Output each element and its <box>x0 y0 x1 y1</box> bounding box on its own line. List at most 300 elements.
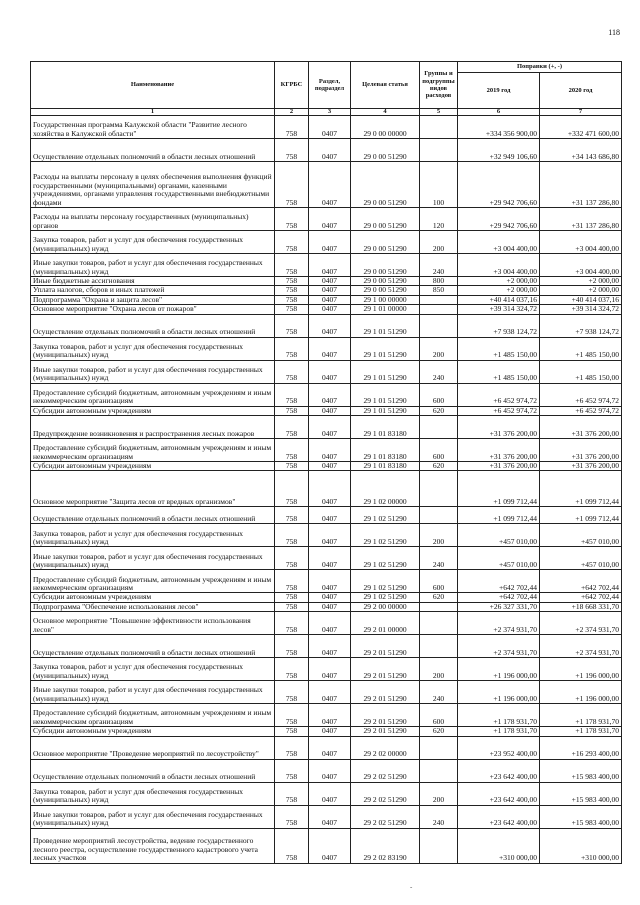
row-amount-2020: +3 004 400,00 <box>540 254 622 277</box>
row-amount-2020: +3 004 400,00 <box>540 231 622 254</box>
row-amount-2019: +29 942 706,60 <box>458 208 540 231</box>
row-target-article: 29 1 02 51290 <box>351 547 420 570</box>
row-amount-2020: +2 374 931,70 <box>540 635 622 658</box>
table-row <box>31 415 622 438</box>
row-name: Субсидии автономным учреждениям <box>31 461 275 470</box>
row-section: 0407 <box>309 759 351 782</box>
row-target-article: 29 1 01 83180 <box>351 415 420 438</box>
row-amount-2020: +31 376 200,00 <box>540 438 622 461</box>
row-expense-group: 620 <box>420 461 458 470</box>
row-amount-2020: +1 485 150,00 <box>540 337 622 360</box>
row-section: 0407 <box>309 286 351 295</box>
row-section: 0407 <box>309 231 351 254</box>
row-kgrbs: 758 <box>275 286 309 295</box>
row-amount-2019: +1 485 150,00 <box>458 337 540 360</box>
row-amount-2019: +1 099 712,44 <box>458 507 540 524</box>
row-section: 0407 <box>309 116 351 139</box>
row-name: Иные закупки товаров, работ и услуг для обеспечения государственных (муниципальных) нужд <box>31 360 275 383</box>
header-amendments: Поправки (+, -) <box>458 62 622 73</box>
row-name: Государственная программа Калужской области "Развитие лесного хозяйства в Калужской области" <box>31 116 275 139</box>
table-row <box>31 507 622 524</box>
row-name: Осуществление отдельных полномочий в области лесных отношений <box>31 139 275 162</box>
row-name: Подпрограмма "Обеспечение использования лесов" <box>31 602 275 611</box>
table-row <box>31 782 622 805</box>
row-amount-2019: +1 178 931,70 <box>458 704 540 727</box>
row-amount-2019: +2 374 931,70 <box>458 612 540 635</box>
column-number: 3 <box>309 109 351 116</box>
row-amount-2020: +310 000,00 <box>540 828 622 863</box>
row-section: 0407 <box>309 314 351 337</box>
row-kgrbs: 758 <box>275 305 309 314</box>
row-kgrbs: 758 <box>275 314 309 337</box>
table-row <box>31 406 622 415</box>
row-target-article: 29 2 01 51290 <box>351 727 420 736</box>
table-row <box>31 438 622 461</box>
row-expense-group: 600 <box>420 570 458 593</box>
row-name: Проведение мероприятий лесоустройства, ведение государственного лесного реестра, осуществление государственного кадастрового учета лесных участков <box>31 828 275 863</box>
table-row <box>31 602 622 611</box>
row-section: 0407 <box>309 602 351 611</box>
row-expense-group: 600 <box>420 383 458 406</box>
table-row <box>31 635 622 658</box>
row-amount-2019: +642 702,44 <box>458 570 540 593</box>
row-amount-2020: +31 376 200,00 <box>540 461 622 470</box>
column-number: 1 <box>31 109 275 116</box>
header-section: Раздел, подраздел <box>309 62 351 109</box>
row-amount-2019: +457 010,00 <box>458 524 540 547</box>
column-number: 4 <box>351 109 420 116</box>
row-expense-group: 240 <box>420 360 458 383</box>
row-kgrbs: 758 <box>275 658 309 681</box>
header-group: Группы и подгруппы видов расходов <box>420 62 458 109</box>
row-expense-group: 240 <box>420 547 458 570</box>
row-target-article: 29 1 01 51290 <box>351 360 420 383</box>
table-row <box>31 727 622 736</box>
row-amount-2020: +15 983 400,00 <box>540 782 622 805</box>
row-expense-group: 240 <box>420 805 458 828</box>
table-row <box>31 612 622 635</box>
row-target-article: 29 1 01 51290 <box>351 314 420 337</box>
row-amount-2019: +3 004 400,00 <box>458 254 540 277</box>
table-row <box>31 286 622 295</box>
row-name: Закупка товаров, работ и услуг для обеспечения государственных (муниципальных) нужд <box>31 658 275 681</box>
row-section: 0407 <box>309 406 351 415</box>
row-kgrbs: 758 <box>275 704 309 727</box>
row-kgrbs: 758 <box>275 415 309 438</box>
table-row <box>31 360 622 383</box>
row-amount-2019: +6 452 974,72 <box>458 383 540 406</box>
row-section: 0407 <box>309 162 351 208</box>
row-section: 0407 <box>309 782 351 805</box>
row-amount-2020: +31 137 286,80 <box>540 208 622 231</box>
row-amount-2020: +642 702,44 <box>540 570 622 593</box>
row-kgrbs: 758 <box>275 162 309 208</box>
footer-mark: - <box>410 883 413 891</box>
row-section: 0407 <box>309 277 351 286</box>
row-amount-2019: +3 004 400,00 <box>458 231 540 254</box>
row-kgrbs: 758 <box>275 254 309 277</box>
row-amount-2019: +310 000,00 <box>458 828 540 863</box>
header-name: Наименование <box>31 62 275 109</box>
row-amount-2019: +457 010,00 <box>458 547 540 570</box>
row-target-article: 29 0 00 00000 <box>351 116 420 139</box>
row-amount-2020: +642 702,44 <box>540 593 622 602</box>
row-expense-group: 600 <box>420 438 458 461</box>
row-expense-group: 620 <box>420 406 458 415</box>
row-expense-group <box>420 612 458 635</box>
row-expense-group: 240 <box>420 254 458 277</box>
row-target-article: 29 0 00 51290 <box>351 286 420 295</box>
row-name: Субсидии автономным учреждениям <box>31 593 275 602</box>
row-expense-group: 240 <box>420 681 458 704</box>
header-kgrbs: КГРБС <box>275 62 309 109</box>
header-year-2020: 2020 год <box>540 73 622 109</box>
row-section: 0407 <box>309 383 351 406</box>
row-amount-2019: +334 356 900,00 <box>458 116 540 139</box>
row-kgrbs: 758 <box>275 727 309 736</box>
row-target-article: 29 1 01 51290 <box>351 406 420 415</box>
table-row <box>31 116 622 139</box>
table-row <box>31 805 622 828</box>
row-expense-group: 620 <box>420 727 458 736</box>
row-kgrbs: 758 <box>275 547 309 570</box>
row-kgrbs: 758 <box>275 116 309 139</box>
row-kgrbs: 758 <box>275 635 309 658</box>
row-target-article: 29 2 01 51290 <box>351 635 420 658</box>
row-amount-2020: +7 938 124,72 <box>540 314 622 337</box>
row-target-article: 29 2 02 51290 <box>351 805 420 828</box>
row-amount-2020: +1 485 150,00 <box>540 360 622 383</box>
row-expense-group <box>420 295 458 304</box>
row-kgrbs: 758 <box>275 277 309 286</box>
row-amount-2020: +39 314 324,72 <box>540 305 622 314</box>
row-amount-2020: +1 196 000,00 <box>540 681 622 704</box>
row-section: 0407 <box>309 208 351 231</box>
row-section: 0407 <box>309 139 351 162</box>
table-row <box>31 254 622 277</box>
table-row <box>31 231 622 254</box>
row-target-article: 29 0 00 51290 <box>351 139 420 162</box>
row-amount-2020: +15 983 400,00 <box>540 805 622 828</box>
row-section: 0407 <box>309 305 351 314</box>
row-kgrbs: 758 <box>275 570 309 593</box>
row-name: Осуществление отдельных полномочий в области лесных отношений <box>31 759 275 782</box>
row-target-article: 29 2 02 51290 <box>351 759 420 782</box>
row-target-article: 29 1 02 00000 <box>351 471 420 507</box>
row-target-article: 29 0 00 51290 <box>351 277 420 286</box>
row-amount-2020: +2 000,00 <box>540 277 622 286</box>
row-kgrbs: 758 <box>275 406 309 415</box>
row-section: 0407 <box>309 295 351 304</box>
row-target-article: 29 1 01 51290 <box>351 337 420 360</box>
table-row <box>31 314 622 337</box>
row-kgrbs: 758 <box>275 612 309 635</box>
row-kgrbs: 758 <box>275 295 309 304</box>
row-amount-2019: +1 178 931,70 <box>458 727 540 736</box>
row-target-article: 29 0 00 51290 <box>351 254 420 277</box>
table-row <box>31 208 622 231</box>
table-row <box>31 471 622 507</box>
row-section: 0407 <box>309 593 351 602</box>
budget-amendments-table <box>30 61 622 864</box>
row-name: Основное мероприятие "Проведение мероприятий по лесоустройству" <box>31 736 275 759</box>
row-name: Предоставление субсидий бюджетным, автономным учреждениям и иным некоммерческим организациям <box>31 383 275 406</box>
row-expense-group: 200 <box>420 658 458 681</box>
column-numbers-row <box>31 109 622 116</box>
row-target-article: 29 0 00 51290 <box>351 162 420 208</box>
row-kgrbs: 758 <box>275 828 309 863</box>
table-row <box>31 704 622 727</box>
row-amount-2020: +31 376 200,00 <box>540 415 622 438</box>
table-row <box>31 162 622 208</box>
row-target-article: 29 1 01 83180 <box>351 438 420 461</box>
row-name: Иные бюджетные ассигнования <box>31 277 275 286</box>
row-expense-group <box>420 116 458 139</box>
row-name: Предупреждение возникновения и распространения лесных пожаров <box>31 415 275 438</box>
row-amount-2019: +1 196 000,00 <box>458 681 540 704</box>
row-amount-2020: +6 452 974,72 <box>540 406 622 415</box>
row-name: Осуществление отдельных полномочий в области лесных отношений <box>31 507 275 524</box>
table-row <box>31 383 622 406</box>
row-expense-group <box>420 736 458 759</box>
row-amount-2019: +31 376 200,00 <box>458 415 540 438</box>
row-amount-2020: +1 196 000,00 <box>540 658 622 681</box>
row-kgrbs: 758 <box>275 231 309 254</box>
row-section: 0407 <box>309 507 351 524</box>
row-amount-2019: +6 452 974,72 <box>458 406 540 415</box>
row-amount-2019: +642 702,44 <box>458 593 540 602</box>
row-expense-group: 600 <box>420 704 458 727</box>
row-target-article: 29 1 02 51290 <box>351 593 420 602</box>
row-amount-2020: +457 010,00 <box>540 547 622 570</box>
row-name: Основное мероприятие "Защита лесов от вредных организмов" <box>31 471 275 507</box>
table-row <box>31 736 622 759</box>
row-expense-group <box>420 305 458 314</box>
row-section: 0407 <box>309 254 351 277</box>
row-expense-group: 800 <box>420 277 458 286</box>
row-target-article: 29 0 00 51290 <box>351 208 420 231</box>
row-name: Субсидии автономным учреждениям <box>31 727 275 736</box>
row-section: 0407 <box>309 360 351 383</box>
table-row <box>31 305 622 314</box>
row-amount-2019: +32 949 106,60 <box>458 139 540 162</box>
row-section: 0407 <box>309 612 351 635</box>
table-row <box>31 570 622 593</box>
page-number: 118 <box>608 28 620 37</box>
row-amount-2019: +1 099 712,44 <box>458 471 540 507</box>
row-target-article: 29 2 02 00000 <box>351 736 420 759</box>
row-amount-2020: +18 668 331,70 <box>540 602 622 611</box>
table-row <box>31 593 622 602</box>
row-target-article: 29 2 01 00000 <box>351 612 420 635</box>
header-target: Целевая статья <box>351 62 420 109</box>
row-amount-2020: +1 178 931,70 <box>540 727 622 736</box>
row-amount-2019: +23 642 400,00 <box>458 782 540 805</box>
table-body <box>31 116 622 864</box>
row-amount-2019: +29 942 706,60 <box>458 162 540 208</box>
row-name: Субсидии автономным учреждениям <box>31 406 275 415</box>
row-name: Предоставление субсидий бюджетным, автономным учреждениям и иным некоммерческим организациям <box>31 570 275 593</box>
row-section: 0407 <box>309 635 351 658</box>
row-name: Осуществление отдельных полномочий в области лесных отношений <box>31 635 275 658</box>
table-row <box>31 139 622 162</box>
column-number: 7 <box>540 109 622 116</box>
table-row <box>31 681 622 704</box>
row-amount-2019: +1 485 150,00 <box>458 360 540 383</box>
row-amount-2019: +40 414 037,16 <box>458 295 540 304</box>
row-name: Осуществление отдельных полномочий в области лесных отношений <box>31 314 275 337</box>
row-section: 0407 <box>309 471 351 507</box>
row-kgrbs: 758 <box>275 360 309 383</box>
row-section: 0407 <box>309 524 351 547</box>
table-row <box>31 547 622 570</box>
row-expense-group: 200 <box>420 337 458 360</box>
table-row <box>31 759 622 782</box>
row-amount-2019: +23 642 400,00 <box>458 805 540 828</box>
row-section: 0407 <box>309 736 351 759</box>
table-row <box>31 461 622 470</box>
row-expense-group: 200 <box>420 231 458 254</box>
row-expense-group <box>420 415 458 438</box>
table-row <box>31 524 622 547</box>
row-amount-2019: +2 000,00 <box>458 277 540 286</box>
row-kgrbs: 758 <box>275 139 309 162</box>
row-name: Уплата налогов, сборов и иных платежей <box>31 286 275 295</box>
row-expense-group: 120 <box>420 208 458 231</box>
row-name: Закупка товаров, работ и услуг для обеспечения государственных (муниципальных) нужд <box>31 337 275 360</box>
row-name: Основное мероприятие "Повышение эффективности использования лесов" <box>31 612 275 635</box>
row-target-article: 29 2 02 51290 <box>351 782 420 805</box>
row-kgrbs: 758 <box>275 593 309 602</box>
row-name: Предоставление субсидий бюджетным, автономным учреждениям и иным некоммерческим организациям <box>31 438 275 461</box>
row-name: Закупка товаров, работ и услуг для обеспечения государственных (муниципальных) нужд <box>31 782 275 805</box>
row-amount-2020: +332 471 600,00 <box>540 116 622 139</box>
row-kgrbs: 758 <box>275 438 309 461</box>
row-section: 0407 <box>309 658 351 681</box>
row-target-article: 29 2 00 00000 <box>351 602 420 611</box>
row-expense-group: 620 <box>420 593 458 602</box>
row-target-article: 29 1 01 83180 <box>351 461 420 470</box>
row-amount-2020: +16 293 400,00 <box>540 736 622 759</box>
table-row <box>31 828 622 863</box>
row-section: 0407 <box>309 681 351 704</box>
row-name: Расходы на выплаты персоналу в целях обеспечения выполнения функций государственными (муниципальными) органами, казенными учреждениями, органами управления государственными внебюджетными фондами <box>31 162 275 208</box>
row-expense-group <box>420 471 458 507</box>
row-kgrbs: 758 <box>275 461 309 470</box>
row-name: Иные закупки товаров, работ и услуг для обеспечения государственных (муниципальных) нужд <box>31 547 275 570</box>
row-amount-2020: +457 010,00 <box>540 524 622 547</box>
row-amount-2019: +2 000,00 <box>458 286 540 295</box>
row-kgrbs: 758 <box>275 782 309 805</box>
row-target-article: 29 1 02 51290 <box>351 524 420 547</box>
row-target-article: 29 1 02 51290 <box>351 507 420 524</box>
row-expense-group <box>420 635 458 658</box>
row-name: Расходы на выплаты персоналу государственных (муниципальных) органов <box>31 208 275 231</box>
row-name: Подпрограмма "Охрана и защита лесов" <box>31 295 275 304</box>
row-expense-group: 100 <box>420 162 458 208</box>
table-row <box>31 337 622 360</box>
row-amount-2020: +15 983 400,00 <box>540 759 622 782</box>
row-amount-2020: +1 178 931,70 <box>540 704 622 727</box>
row-target-article: 29 1 00 00000 <box>351 295 420 304</box>
row-expense-group: 850 <box>420 286 458 295</box>
row-amount-2019: +1 196 000,00 <box>458 658 540 681</box>
row-amount-2019: +31 376 200,00 <box>458 438 540 461</box>
row-expense-group: 200 <box>420 524 458 547</box>
row-kgrbs: 758 <box>275 507 309 524</box>
row-amount-2019: +23 952 400,00 <box>458 736 540 759</box>
row-target-article: 29 2 01 51290 <box>351 681 420 704</box>
row-section: 0407 <box>309 727 351 736</box>
row-name: Иные закупки товаров, работ и услуг для обеспечения государственных (муниципальных) нужд <box>31 681 275 704</box>
row-section: 0407 <box>309 438 351 461</box>
column-number: 6 <box>458 109 540 116</box>
row-section: 0407 <box>309 337 351 360</box>
row-expense-group <box>420 314 458 337</box>
row-name: Закупка товаров, работ и услуг для обеспечения государственных (муниципальных) нужд <box>31 524 275 547</box>
header-year-2019: 2019 год <box>458 73 540 109</box>
column-number: 5 <box>420 109 458 116</box>
row-kgrbs: 758 <box>275 524 309 547</box>
row-kgrbs: 758 <box>275 383 309 406</box>
row-target-article: 29 1 01 51290 <box>351 383 420 406</box>
row-section: 0407 <box>309 805 351 828</box>
row-amount-2019: +39 314 324,72 <box>458 305 540 314</box>
row-kgrbs: 758 <box>275 208 309 231</box>
row-amount-2020: +1 099 712,44 <box>540 507 622 524</box>
row-kgrbs: 758 <box>275 681 309 704</box>
row-amount-2019: +7 938 124,72 <box>458 314 540 337</box>
row-target-article: 29 2 02 83190 <box>351 828 420 863</box>
row-section: 0407 <box>309 547 351 570</box>
row-expense-group <box>420 602 458 611</box>
row-amount-2020: +2 000,00 <box>540 286 622 295</box>
row-target-article: 29 2 01 51290 <box>351 704 420 727</box>
row-amount-2019: +31 376 200,00 <box>458 461 540 470</box>
row-name: Иные закупки товаров, работ и услуг для обеспечения государственных (муниципальных) нужд <box>31 805 275 828</box>
row-amount-2020: +1 099 712,44 <box>540 471 622 507</box>
row-name: Предоставление субсидий бюджетным, автономным учреждениям и иным некоммерческим организациям <box>31 704 275 727</box>
row-target-article: 29 0 00 51290 <box>351 231 420 254</box>
row-amount-2019: +23 642 400,00 <box>458 759 540 782</box>
row-expense-group <box>420 139 458 162</box>
row-section: 0407 <box>309 704 351 727</box>
row-section: 0407 <box>309 461 351 470</box>
row-amount-2020: +2 374 931,70 <box>540 612 622 635</box>
row-amount-2020: +6 452 974,72 <box>540 383 622 406</box>
row-kgrbs: 758 <box>275 471 309 507</box>
table-row <box>31 658 622 681</box>
row-kgrbs: 758 <box>275 805 309 828</box>
row-expense-group <box>420 828 458 863</box>
row-section: 0407 <box>309 828 351 863</box>
row-section: 0407 <box>309 570 351 593</box>
row-kgrbs: 758 <box>275 337 309 360</box>
row-amount-2019: +26 327 331,70 <box>458 602 540 611</box>
row-name: Закупка товаров, работ и услуг для обеспечения государственных (муниципальных) нужд <box>31 231 275 254</box>
row-section: 0407 <box>309 415 351 438</box>
row-expense-group: 200 <box>420 782 458 805</box>
row-target-article: 29 1 02 51290 <box>351 570 420 593</box>
row-kgrbs: 758 <box>275 759 309 782</box>
row-amount-2020: +40 414 037,16 <box>540 295 622 304</box>
row-expense-group <box>420 759 458 782</box>
column-number: 2 <box>275 109 309 116</box>
row-name: Иные закупки товаров, работ и услуг для обеспечения государственных (муниципальных) нужд <box>31 254 275 277</box>
row-amount-2020: +34 143 686,80 <box>540 139 622 162</box>
row-name: Основное мероприятие "Охрана лесов от пожаров" <box>31 305 275 314</box>
row-kgrbs: 758 <box>275 736 309 759</box>
